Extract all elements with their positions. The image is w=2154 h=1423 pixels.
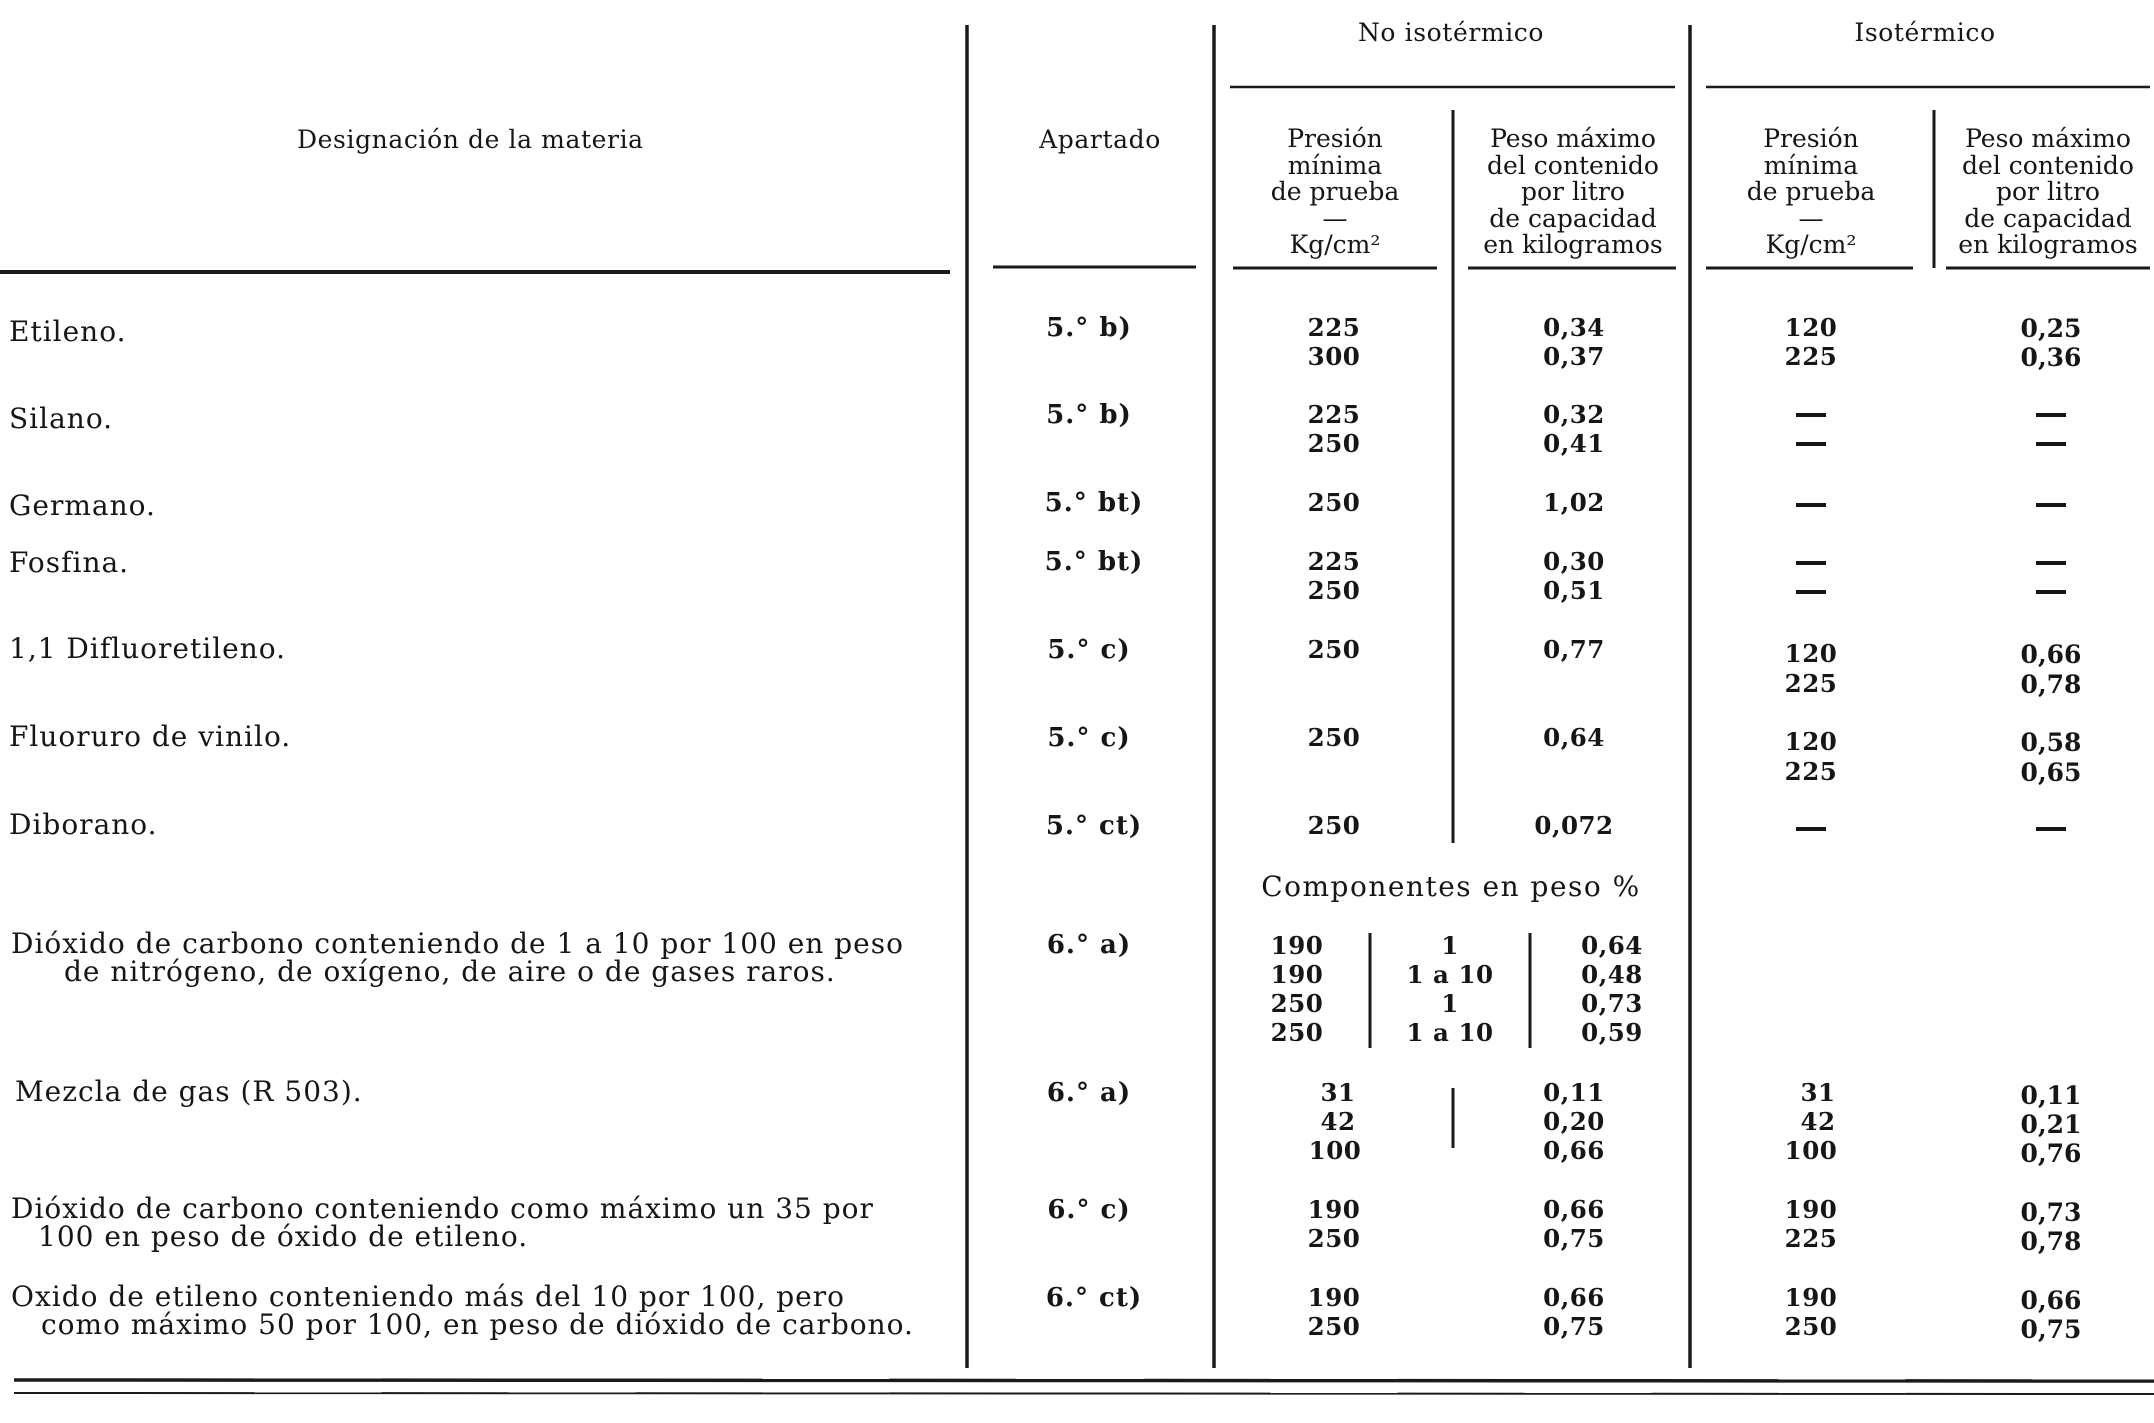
row-dioxido-2-apartado: 6.° c) xyxy=(1047,1195,1131,1225)
row-diborano-w-no-1: 0,072 xyxy=(1534,811,1614,840)
row-dioxido-2-p-iso-2: 225 xyxy=(1784,1224,1838,1253)
row-fosfina-apartado: 5.° bt) xyxy=(1044,547,1144,577)
row-oxido-etileno-w-iso-1: 0,66 xyxy=(2020,1286,2082,1315)
row-difluoretileno-p-no-1: 250 xyxy=(1307,635,1361,664)
row-mezcla-name: Mezcla de gas (R 503). xyxy=(15,1075,363,1108)
row-dioxido-2-p-iso-1: 190 xyxy=(1784,1195,1838,1224)
header-peso-no-iso: Peso máximo del contenido por litro de capacidad en kilogramos xyxy=(1483,124,1663,259)
row-dioxido-2-p-no-1: 190 xyxy=(1307,1195,1361,1224)
row-dioxido-2-p-no-2: 250 xyxy=(1307,1224,1361,1253)
row-fluoruro-vinilo-p-iso-2: 225 xyxy=(1784,757,1838,786)
row-etileno-w-iso-1: 0,25 xyxy=(2020,314,2082,343)
row-dioxido-1-p-1: 190 xyxy=(1270,931,1324,960)
row-silano-w-iso-dash-2 xyxy=(2036,442,2066,446)
row-oxido-etileno-w-iso-2: 0,75 xyxy=(2020,1315,2082,1344)
row-oxido-etileno-p-no-1: 190 xyxy=(1307,1283,1361,1312)
row-mezcla-p-iso-2: 42 xyxy=(1800,1107,1836,1136)
row-etileno-w-no-1: 0,34 xyxy=(1543,313,1605,342)
row-etileno-p-no-2: 300 xyxy=(1307,342,1361,371)
row-oxido-etileno-w-no-2: 0,75 xyxy=(1543,1312,1605,1341)
row-dioxido-2-name-1: Dióxido de carbono conteniendo como máximo un 35 por xyxy=(11,1192,874,1225)
row-fosfina-p-no-2: 250 xyxy=(1307,576,1361,605)
row-germano-name: Germano. xyxy=(9,489,156,522)
row-etileno-w-no-2: 0,37 xyxy=(1543,342,1605,371)
row-dioxido-2-w-iso-2: 0,78 xyxy=(2020,1227,2082,1256)
row-mezcla-p-no-1: 31 xyxy=(1320,1078,1356,1107)
row-diborano-name: Diborano. xyxy=(9,808,158,841)
row-silano-p-iso-dash-1 xyxy=(1796,413,1826,417)
row-dioxido-2-name-2: 100 en peso de óxido de etileno. xyxy=(38,1220,529,1253)
row-fosfina-p-iso-dash-2 xyxy=(1796,590,1826,594)
row-difluoretileno-p-iso-2: 225 xyxy=(1784,669,1838,698)
header-presion-iso: Presión mínima de prueba — Kg/cm² xyxy=(1746,124,1876,259)
row-dioxido-2-w-iso-1: 0,73 xyxy=(2020,1198,2082,1227)
header-designacion: Designación de la materia xyxy=(297,125,644,154)
row-mezcla-w-iso-2: 0,21 xyxy=(2020,1110,2082,1139)
row-silano-apartado: 5.° b) xyxy=(1046,400,1132,430)
row-fluoruro-vinilo-apartado: 5.° c) xyxy=(1047,723,1131,753)
row-oxido-etileno-p-iso-1: 190 xyxy=(1784,1283,1838,1312)
row-diborano-apartado: 5.° ct) xyxy=(1045,811,1143,841)
row-etileno-p-no-1: 225 xyxy=(1307,313,1361,342)
row-fluoruro-vinilo-w-iso-2: 0,65 xyxy=(2020,758,2082,787)
row-fosfina-name: Fosfina. xyxy=(9,546,130,579)
row-mezcla-p-iso-1: 31 xyxy=(1800,1078,1836,1107)
row-diborano-p-no-1: 250 xyxy=(1307,811,1361,840)
row-fosfina-w-iso-dash-2 xyxy=(2036,590,2066,594)
row-dioxido-1-comp-3: 1 xyxy=(1441,989,1459,1018)
row-dioxido-1-comp-4: 1 a 10 xyxy=(1406,1018,1494,1047)
row-difluoretileno-w-iso-1: 0,66 xyxy=(2020,640,2082,669)
row-fosfina-w-no-2: 0,51 xyxy=(1543,576,1605,605)
rule-bottom-2 xyxy=(14,1393,2154,1394)
row-difluoretileno-apartado: 5.° c) xyxy=(1047,635,1131,665)
header-peso-iso: Peso máximo del contenido por litro de capacidad en kilogramos xyxy=(1958,124,2138,259)
row-germano-p-iso-dash xyxy=(1796,503,1826,507)
row-fluoruro-vinilo-name: Fluoruro de vinilo. xyxy=(9,720,292,753)
row-fosfina-w-no-1: 0,30 xyxy=(1543,547,1605,576)
row-fosfina-w-iso-dash-1 xyxy=(2036,561,2066,565)
row-dioxido-1-comp-1: 1 xyxy=(1441,931,1459,960)
row-etileno-w-iso-2: 0,36 xyxy=(2020,343,2082,372)
row-dioxido-1-w-3: 0,73 xyxy=(1581,989,1643,1018)
row-dioxido-1-name-1: Dióxido de carbono conteniendo de 1 a 10 por 100 en peso xyxy=(11,927,904,960)
row-silano-w-no-2: 0,41 xyxy=(1543,429,1605,458)
row-oxido-etileno-name-1: Oxido de etileno conteniendo más del 10 por 100, pero xyxy=(11,1280,845,1313)
row-mezcla-apartado: 6.° a) xyxy=(1046,1078,1132,1108)
subheader-componentes: Componentes en peso % xyxy=(1261,870,1641,903)
row-difluoretileno-w-iso-2: 0,78 xyxy=(2020,670,2082,699)
row-silano-w-no-1: 0,32 xyxy=(1543,400,1605,429)
row-silano-w-iso-dash-1 xyxy=(2036,413,2066,417)
row-fosfina-p-iso-dash-1 xyxy=(1796,561,1826,565)
row-dioxido-2-w-no-2: 0,75 xyxy=(1543,1224,1605,1253)
row-silano-p-no-2: 250 xyxy=(1307,429,1361,458)
row-mezcla-w-no-3: 0,66 xyxy=(1543,1136,1605,1165)
row-fluoruro-vinilo-w-iso-1: 0,58 xyxy=(2020,728,2082,757)
row-fluoruro-vinilo-w-no-1: 0,64 xyxy=(1543,723,1605,752)
row-dioxido-1-name-2: de nitrógeno, de oxígeno, de aire o de gases raros. xyxy=(64,955,836,988)
row-oxido-etileno-p-iso-2: 250 xyxy=(1784,1312,1838,1341)
row-dioxido-1-p-4: 250 xyxy=(1270,1018,1324,1047)
row-germano-apartado: 5.° bt) xyxy=(1044,488,1144,518)
row-dioxido-1-apartado: 6.° a) xyxy=(1046,930,1132,960)
row-mezcla-p-no-3: 100 xyxy=(1308,1136,1362,1165)
row-mezcla-p-iso-3: 100 xyxy=(1784,1136,1838,1165)
row-oxido-etileno-apartado: 6.° ct) xyxy=(1045,1283,1143,1313)
header-isotermico: Isotérmico xyxy=(1854,18,1996,47)
row-dioxido-1-w-4: 0,59 xyxy=(1581,1018,1643,1047)
row-etileno-p-iso-2: 225 xyxy=(1784,342,1838,371)
header-no-isotermico: No isotérmico xyxy=(1357,18,1545,47)
row-etileno-p-iso-1: 120 xyxy=(1784,313,1838,342)
row-dioxido-1-p-3: 250 xyxy=(1270,989,1324,1018)
row-silano-name: Silano. xyxy=(9,402,114,435)
header-apartado: Apartado xyxy=(1039,125,1161,154)
header-presion-no-iso: Presión mínima de prueba — Kg/cm² xyxy=(1270,124,1400,259)
row-dioxido-1-w-2: 0,48 xyxy=(1581,960,1643,989)
row-dioxido-1-p-2: 190 xyxy=(1270,960,1324,989)
row-fluoruro-vinilo-p-iso-1: 120 xyxy=(1784,727,1838,756)
row-difluoretileno-p-iso-1: 120 xyxy=(1784,639,1838,668)
row-germano-p-no-1: 250 xyxy=(1307,488,1361,517)
row-oxido-etileno-w-no-1: 0,66 xyxy=(1543,1283,1605,1312)
row-mezcla-w-iso-3: 0,76 xyxy=(2020,1139,2082,1168)
row-difluoretileno-w-no-1: 0,77 xyxy=(1543,635,1605,664)
row-mezcla-w-iso-1: 0,11 xyxy=(2020,1081,2082,1110)
row-silano-p-iso-dash-2 xyxy=(1796,442,1826,446)
row-etileno-name: Etileno. xyxy=(9,315,127,348)
row-fosfina-p-no-1: 225 xyxy=(1307,547,1361,576)
rule-bottom-1 xyxy=(14,1380,2154,1381)
row-dioxido-1-w-1: 0,64 xyxy=(1581,931,1643,960)
row-oxido-etileno-p-no-2: 250 xyxy=(1307,1312,1361,1341)
row-diborano-w-iso-dash xyxy=(2036,827,2066,831)
row-diborano-p-iso-dash xyxy=(1796,827,1826,831)
row-silano-p-no-1: 225 xyxy=(1307,400,1361,429)
row-fluoruro-vinilo-p-no-1: 250 xyxy=(1307,723,1361,752)
row-difluoretileno-name: 1,1 Difluoretileno. xyxy=(9,632,287,665)
row-mezcla-w-no-1: 0,11 xyxy=(1543,1078,1605,1107)
row-dioxido-1-comp-2: 1 a 10 xyxy=(1406,960,1494,989)
row-oxido-etileno-name-2: como máximo 50 por 100, en peso de dióxido de carbono. xyxy=(41,1308,914,1341)
row-mezcla-p-no-2: 42 xyxy=(1320,1107,1356,1136)
row-etileno-apartado: 5.° b) xyxy=(1046,313,1132,343)
row-germano-w-iso-dash xyxy=(2036,503,2066,507)
row-mezcla-w-no-2: 0,20 xyxy=(1543,1107,1605,1136)
row-germano-w-no-1: 1,02 xyxy=(1543,488,1605,517)
row-dioxido-2-w-no-1: 0,66 xyxy=(1543,1195,1605,1224)
